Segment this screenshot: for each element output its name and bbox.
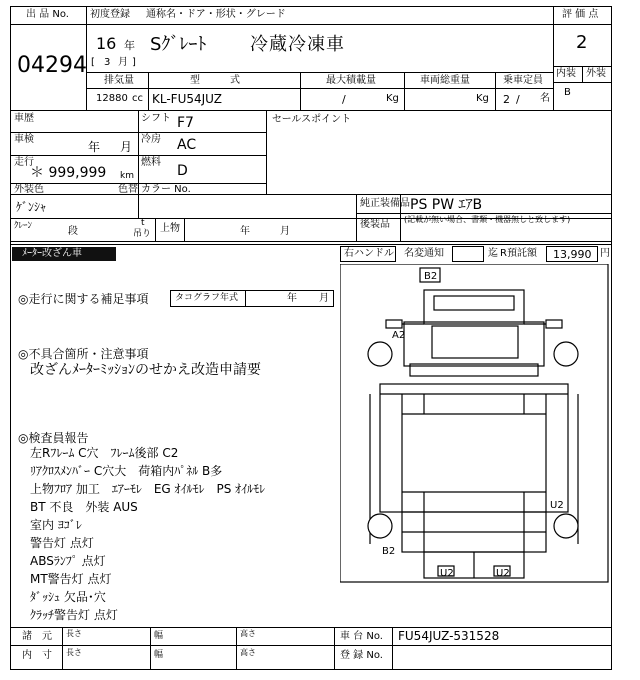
crane-lift-unit: 吊り bbox=[133, 229, 152, 239]
inspector-report-line: 室内 ﾖｺﾞﾚ bbox=[30, 518, 82, 532]
crane-ton-unit: t bbox=[141, 218, 145, 228]
capacity-value: 2 bbox=[503, 93, 510, 106]
color-change-label: 色替 bbox=[118, 184, 138, 195]
spec-height-label: 高さ bbox=[240, 629, 256, 638]
inspector-report-label: ◎検査員報告 bbox=[18, 431, 89, 445]
registration-number-label: 登 録 No. bbox=[340, 650, 383, 661]
exterior-color-label: 外装色 bbox=[14, 184, 44, 195]
tachograph-year-unit: 年 bbox=[287, 293, 297, 304]
genuine-equipment-value: PS PW ｴｱB bbox=[410, 197, 483, 213]
color-number-label: カラー No. bbox=[141, 184, 191, 195]
inspection-month-unit: 月 bbox=[120, 140, 133, 154]
max-load-separator: / bbox=[342, 93, 346, 106]
fuel-label: 燃料 bbox=[141, 157, 161, 168]
exterior-label: 外装 bbox=[586, 68, 606, 79]
name-change-label: 名変通知 bbox=[404, 248, 444, 259]
aftermarket-note: (記載が無い場合、書類・機器無しと致します) bbox=[404, 215, 571, 224]
meter-tampered-badge bbox=[12, 247, 116, 261]
inner-length-label: 長さ bbox=[66, 648, 82, 657]
name-change-box bbox=[452, 246, 484, 262]
model-code-label: 型 式 bbox=[190, 75, 240, 86]
inner-width-label: 幅 bbox=[154, 650, 164, 660]
month-unit: 月 bbox=[118, 57, 128, 68]
tachograph-month-unit: 月 bbox=[319, 293, 329, 304]
mileage-unit: km bbox=[120, 171, 134, 181]
score-label: 評 価 点 bbox=[562, 9, 599, 20]
displacement-label: 排気量 bbox=[104, 75, 134, 86]
displacement-value: 12880 bbox=[96, 93, 128, 104]
year-unit: 年 bbox=[124, 39, 135, 52]
mileage-value: ＊ 999,999 bbox=[30, 165, 107, 181]
gross-weight-label: 車両総重量 bbox=[420, 75, 470, 86]
tax-label: R預託額 bbox=[500, 248, 537, 259]
exterior-color-value: ｹﾞﾝｼｬ bbox=[16, 200, 47, 214]
capacity-separator: / bbox=[516, 93, 520, 106]
lot-label: 出 品 No. bbox=[26, 9, 69, 20]
inspector-report-line: ﾀﾞｯｼｭ 欠品･穴 bbox=[30, 590, 106, 604]
spec-length-label: 長さ bbox=[66, 629, 82, 638]
diagram-label-u2-bottom-left: U2 bbox=[440, 568, 454, 579]
body-type-text: 冷蔵冷凍車 bbox=[250, 34, 345, 55]
mileage-label: 走行 bbox=[14, 157, 34, 168]
defects-label: ◎不具合箇所・注意事項 bbox=[18, 347, 149, 361]
inner-height-label: 高さ bbox=[240, 648, 256, 657]
aftermarket-label: 後装品 bbox=[360, 219, 390, 230]
inspector-report-line: 左Rﾌﾚｰﾑ C穴 ﾌﾚｰﾑ後部 C2 bbox=[30, 446, 179, 460]
month-bracket-open: [ bbox=[91, 57, 95, 68]
shift-value: F7 bbox=[177, 115, 194, 131]
defects-text: 改ざんﾒｰﾀｰﾐｯｼｮﾝのせかえ改造申請要 bbox=[30, 362, 261, 378]
aircon-value: AC bbox=[177, 137, 197, 153]
displacement-unit: cc bbox=[132, 93, 143, 104]
gross-weight-unit: Kg bbox=[476, 93, 489, 104]
genuine-equipment-label: 純正装備品 bbox=[360, 198, 410, 209]
driving-notes-label: ◎走行に関する補足事項 bbox=[18, 292, 149, 306]
truck-damage-diagram bbox=[340, 264, 610, 624]
first-registration-month: 3 bbox=[104, 57, 111, 68]
inspection-label: 車検 bbox=[14, 134, 34, 145]
tax-box bbox=[546, 246, 598, 262]
crane-label: ｸﾚｰﾝ bbox=[14, 221, 33, 231]
meter-tampered-text: ﾒｰﾀｰ改ざん車 bbox=[22, 248, 82, 259]
month-bracket-close: ] bbox=[132, 57, 136, 68]
inspector-report-line: ｸﾗｯﾁ警告灯 点灯 bbox=[30, 608, 118, 622]
spec-width-label: 幅 bbox=[154, 631, 164, 641]
diagram-label-u2-bottom-right: U2 bbox=[496, 568, 510, 579]
fuel-value: D bbox=[177, 163, 188, 179]
model-code-value: KL-FU54JUZ bbox=[152, 92, 222, 106]
inspector-report-line: MT警告灯 点灯 bbox=[30, 572, 112, 586]
interior-grade: B bbox=[564, 87, 571, 98]
inspector-report-line: ﾘｱｸﾛｽﾒﾝﾊﾞｰ C穴大 荷箱内ﾊﾟﾈﾙ B多 bbox=[30, 464, 223, 478]
upper-body-month-unit: 月 bbox=[280, 226, 290, 237]
inspector-report-line: BT 不良 外装 AUS bbox=[30, 500, 138, 514]
capacity-unit: 名 bbox=[540, 93, 550, 104]
inspector-report-line: 上物ﾌﾛｱ 加工 ｴｱｰﾓﾚ EG ｵｲﾙﾓﾚ PS ｵｲﾙﾓﾚ bbox=[30, 482, 266, 496]
inspector-report-line: ABSﾗﾝﾌﾟ 点灯 bbox=[30, 554, 106, 568]
lot-number: 04294 bbox=[17, 53, 87, 78]
diagram-label-u2-right: U2 bbox=[550, 500, 564, 511]
grade-text: Sｸﾞﾚｰﾄ bbox=[150, 34, 207, 55]
inspector-report-line: 警告灯 点灯 bbox=[30, 536, 94, 550]
upper-body-label: 上物 bbox=[160, 223, 180, 234]
first-registration-label: 初度登録 bbox=[90, 9, 130, 20]
inner-dimensions-label: 内 寸 bbox=[22, 650, 52, 661]
diagram-label-b2-top: B2 bbox=[424, 271, 438, 282]
right-hand-text: 右ハンドル bbox=[344, 248, 394, 259]
chassis-number-value: FU54JUZ-531528 bbox=[398, 629, 500, 643]
right-hand-box bbox=[340, 246, 396, 262]
model-description-label: 通称名・ドア・形状・グレード bbox=[146, 9, 286, 20]
tax-prefix: 迄 bbox=[488, 248, 498, 259]
tachograph-label: タコグラフ年式 bbox=[175, 293, 239, 303]
tachograph-box bbox=[170, 290, 334, 307]
chassis-number-label: 車 台 No. bbox=[340, 631, 383, 642]
diagram-label-a2: A2 bbox=[392, 330, 406, 341]
score-value: 2 bbox=[576, 32, 588, 53]
shift-label: シフト bbox=[141, 113, 171, 124]
first-registration-year: 16 bbox=[96, 34, 117, 53]
history-label: 車歴 bbox=[14, 113, 34, 124]
tax-unit: 円 bbox=[600, 248, 610, 259]
specs-label: 諸 元 bbox=[22, 631, 52, 642]
aircon-label: 冷房 bbox=[141, 134, 161, 145]
upper-body-year-unit: 年 bbox=[240, 226, 250, 237]
sales-point-label: セールスポイント bbox=[272, 114, 352, 125]
max-load-label: 最大積載量 bbox=[326, 75, 376, 86]
max-load-unit: Kg bbox=[386, 93, 399, 104]
interior-label: 内装 bbox=[556, 68, 576, 79]
crane-stage-unit: 段 bbox=[68, 226, 78, 237]
inspection-year-unit: 年 bbox=[88, 140, 101, 154]
capacity-label: 乗車定員 bbox=[503, 75, 543, 86]
tax-value: 13,990 bbox=[553, 248, 592, 261]
diagram-label-b2-left: B2 bbox=[382, 546, 396, 557]
